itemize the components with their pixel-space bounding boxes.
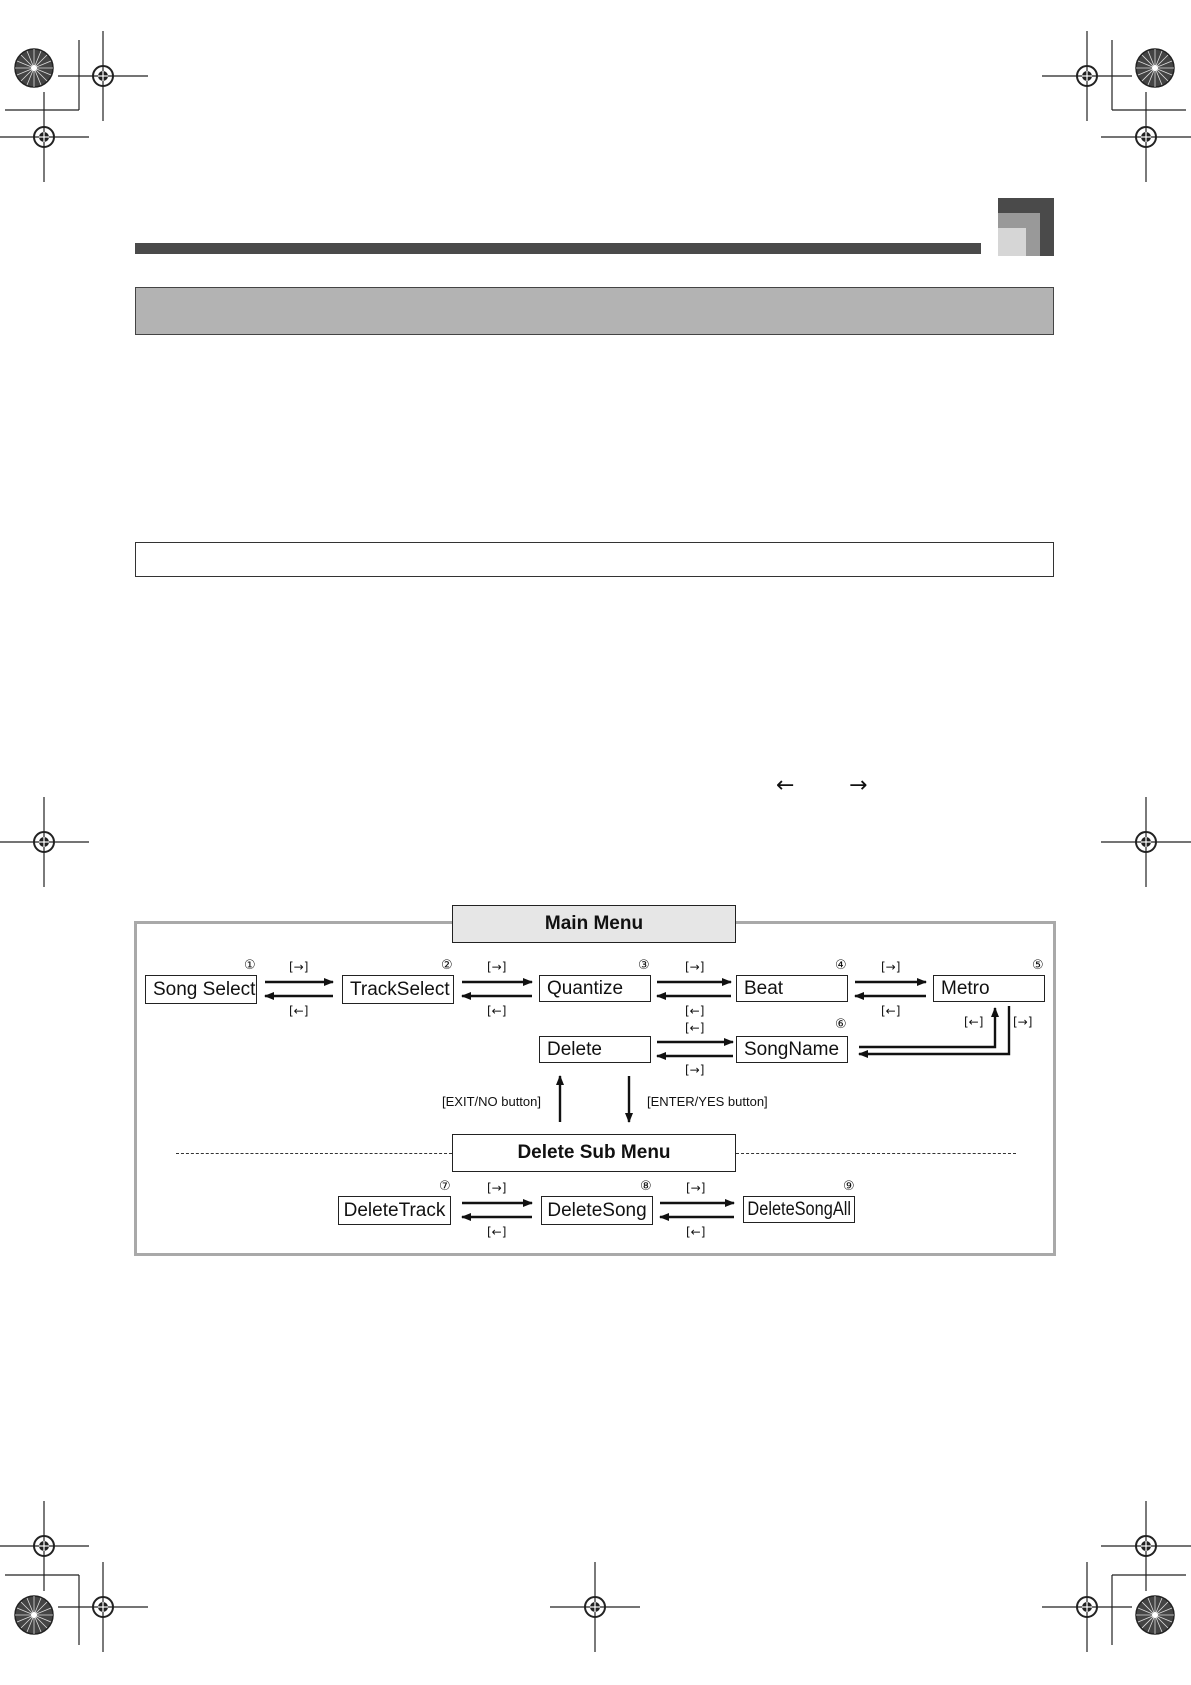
- right-arrow-glyph: →: [849, 773, 868, 798]
- song-select-node: Song Select: [145, 975, 257, 1004]
- key-right-8: [→]: [686, 1181, 706, 1195]
- key-right-2: [→]: [487, 960, 507, 974]
- enter-yes-label: [ENTER/YES button]: [647, 1094, 768, 1109]
- key-right-5: [→]: [685, 1063, 705, 1077]
- key-left-7: [←]: [487, 1225, 507, 1239]
- number-8: ⑧: [640, 1179, 652, 1194]
- number-2: ②: [441, 958, 453, 973]
- key-left-1: [←]: [289, 1004, 309, 1018]
- track-select-node: TrackSelect: [342, 975, 454, 1004]
- metro-node: Metro: [933, 975, 1045, 1002]
- number-6: ⑥: [835, 1017, 847, 1032]
- number-9: ⑨: [843, 1179, 855, 1194]
- number-4: ④: [835, 958, 847, 973]
- number-5: ⑤: [1032, 958, 1044, 973]
- key-left-6: [←]: [964, 1015, 984, 1029]
- quantize-node: Quantize: [539, 975, 651, 1002]
- key-right-4: [→]: [881, 960, 901, 974]
- key-right-7: [→]: [487, 1181, 507, 1195]
- beat-node: Beat: [736, 975, 848, 1002]
- number-7: ⑦: [439, 1179, 451, 1194]
- key-left-8: [←]: [686, 1225, 706, 1239]
- key-right-1: [→]: [289, 960, 309, 974]
- submenu-separator-right: [736, 1153, 1016, 1154]
- delete-track-node: DeleteTrack: [338, 1196, 451, 1225]
- sub-menu-title: Delete Sub Menu: [452, 1134, 736, 1172]
- delete-node: Delete: [539, 1036, 651, 1063]
- key-left-3: [←]: [685, 1004, 705, 1018]
- left-arrow-glyph: ←: [776, 773, 795, 798]
- key-right-3: [→]: [685, 960, 705, 974]
- main-menu-title: Main Menu: [452, 905, 736, 943]
- key-left-2: [←]: [487, 1004, 507, 1018]
- key-left-5: [←]: [685, 1021, 705, 1035]
- key-left-4: [←]: [881, 1004, 901, 1018]
- delete-song-all-label: DeleteSongAll: [747, 1198, 851, 1220]
- number-1: ①: [244, 958, 256, 973]
- number-3: ③: [638, 958, 650, 973]
- key-right-6: [→]: [1013, 1015, 1033, 1029]
- song-name-node: SongName: [736, 1036, 848, 1063]
- delete-song-node: DeleteSong: [541, 1196, 653, 1225]
- submenu-separator-left: [176, 1153, 452, 1154]
- exit-no-label: [EXIT/NO button]: [442, 1094, 541, 1109]
- delete-song-all-node: [743, 1196, 855, 1223]
